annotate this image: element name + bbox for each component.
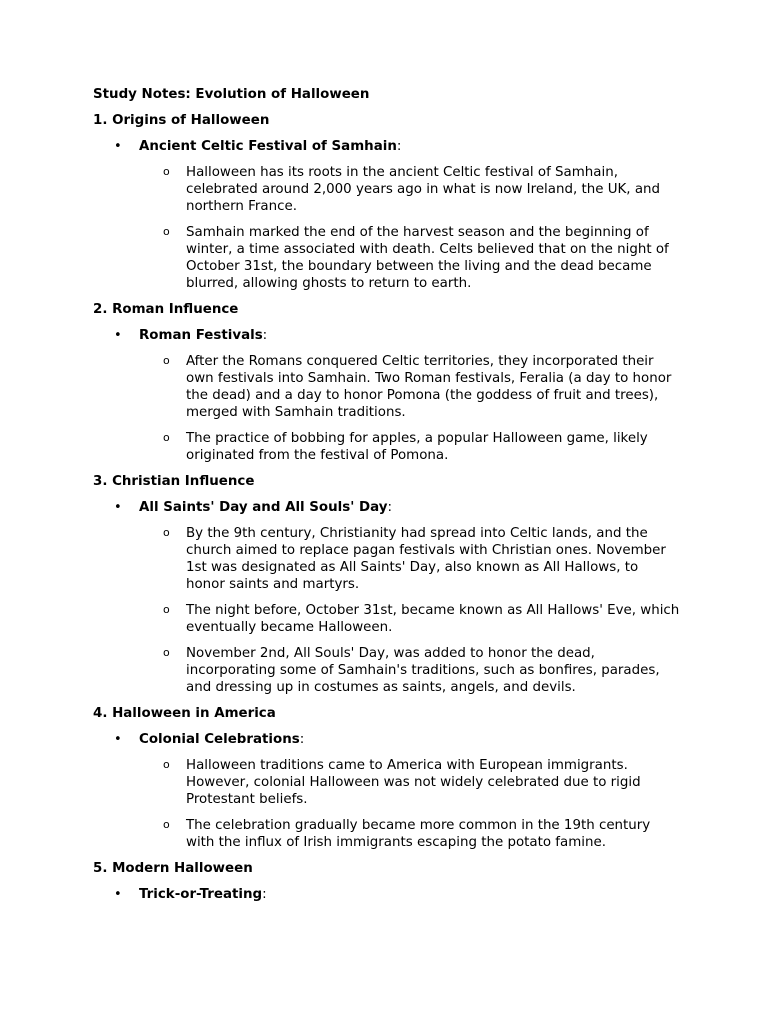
sub-point-text: Halloween has its roots in the ancient Celtic festival of Samhain, celebrated around 2,000 years ago in what is now Ireland, the UK, and northern France. (186, 165, 661, 214)
section (93, 473, 693, 696)
section (93, 301, 693, 464)
circle-bullet-icon: o (163, 646, 170, 659)
section-heading: 1. Origins of Halloween (93, 113, 270, 128)
bullet-icon: • (114, 139, 122, 154)
section (93, 112, 693, 292)
topic-item (93, 886, 693, 903)
sub-point (93, 757, 681, 808)
topic-label: Roman Festivals (139, 328, 263, 343)
sub-point-list (93, 353, 693, 464)
topic-colon: : (262, 887, 267, 902)
sub-point-text: By the 9th century, Christianity had spread into Celtic lands, and the church aimed to replace pagan festivals with Christian ones. November 1st was designated as All Saints' Day, also known as All Hallows, to honor saints and martyrs. (186, 526, 666, 592)
sub-point-text: The night before, October 31st, became known as All Hallows' Eve, which eventually became Halloween. (186, 603, 680, 635)
document-title: Study Notes: Evolution of Halloween (93, 87, 370, 102)
sub-point (93, 353, 681, 421)
sub-point-list (93, 757, 693, 851)
topic-colon: : (396, 139, 402, 154)
bullet-icon: • (114, 328, 122, 343)
sub-point (93, 645, 681, 696)
topic-item (93, 731, 693, 748)
section-heading: 3. Christian Influence (93, 474, 255, 489)
section-heading: 4. Halloween in America (93, 706, 276, 721)
section (93, 860, 693, 903)
topic-item (93, 327, 693, 344)
sub-point-list (93, 164, 693, 292)
sub-point-text: After the Romans conquered Celtic territories, they incorporated their own festivals into Samhain. Two Roman festivals, Feralia (a day to honor the dead) and a day to honor Pomona (the goddess of fruit and trees), merged with Samhain traditions. (186, 354, 672, 420)
topic-label: Colonial Celebrations (139, 732, 300, 747)
sub-point-text: The celebration gradually became more common in the 19th century with the influx of Irish immigrants escaping the potato famine. (186, 818, 651, 850)
circle-bullet-icon: o (163, 526, 170, 539)
bullet-icon: • (114, 732, 122, 747)
section-heading: 2. Roman Influence (93, 302, 239, 317)
sub-point (93, 224, 681, 292)
sub-point (93, 164, 681, 215)
sub-point (93, 525, 681, 593)
topic-colon: : (299, 732, 305, 747)
sub-point (93, 430, 681, 464)
sections (93, 112, 693, 903)
circle-bullet-icon: o (163, 431, 170, 444)
topic-label: All Saints' Day and All Souls' Day (139, 500, 388, 515)
circle-bullet-icon: o (163, 165, 170, 178)
sub-point-text: Samhain marked the end of the harvest season and the beginning of winter, a time associated with death. Celts believed that on the night of October 31st, the boundary between the living and the dead became blurred, allowing ghosts to return to earth. (186, 225, 669, 291)
bullet-icon: • (114, 500, 122, 515)
study-notes (93, 86, 693, 912)
circle-bullet-icon: o (163, 818, 170, 831)
topic-label: Ancient Celtic Festival of Samhain (139, 139, 397, 154)
sub-point-text: Halloween traditions came to America with European immigrants. However, colonial Halloween was not widely celebrated due to rigid Protestant beliefs. (186, 758, 641, 807)
sub-point-list (93, 525, 693, 696)
circle-bullet-icon: o (163, 354, 170, 367)
sub-point-text: The practice of bobbing for apples, a popular Halloween game, likely originated from the festival of Pomona. (186, 431, 648, 463)
circle-bullet-icon: o (163, 758, 170, 771)
section (93, 705, 693, 851)
sub-point (93, 817, 681, 851)
topic-item (93, 138, 693, 155)
circle-bullet-icon: o (163, 603, 170, 616)
section-heading: 5. Modern Halloween (93, 861, 253, 876)
sub-point-text: November 2nd, All Souls' Day, was added to honor the dead, incorporating some of Samhain's traditions, such as bonfires, parades, and dressing up in costumes as saints, angels, and devils. (186, 646, 660, 695)
topic-item (93, 499, 693, 516)
topic-colon: : (387, 500, 392, 515)
circle-bullet-icon: o (163, 225, 170, 238)
topic-colon: : (262, 328, 268, 343)
sub-point (93, 602, 681, 636)
bullet-icon: • (114, 887, 122, 902)
topic-label: Trick-or-Treating (139, 887, 263, 902)
